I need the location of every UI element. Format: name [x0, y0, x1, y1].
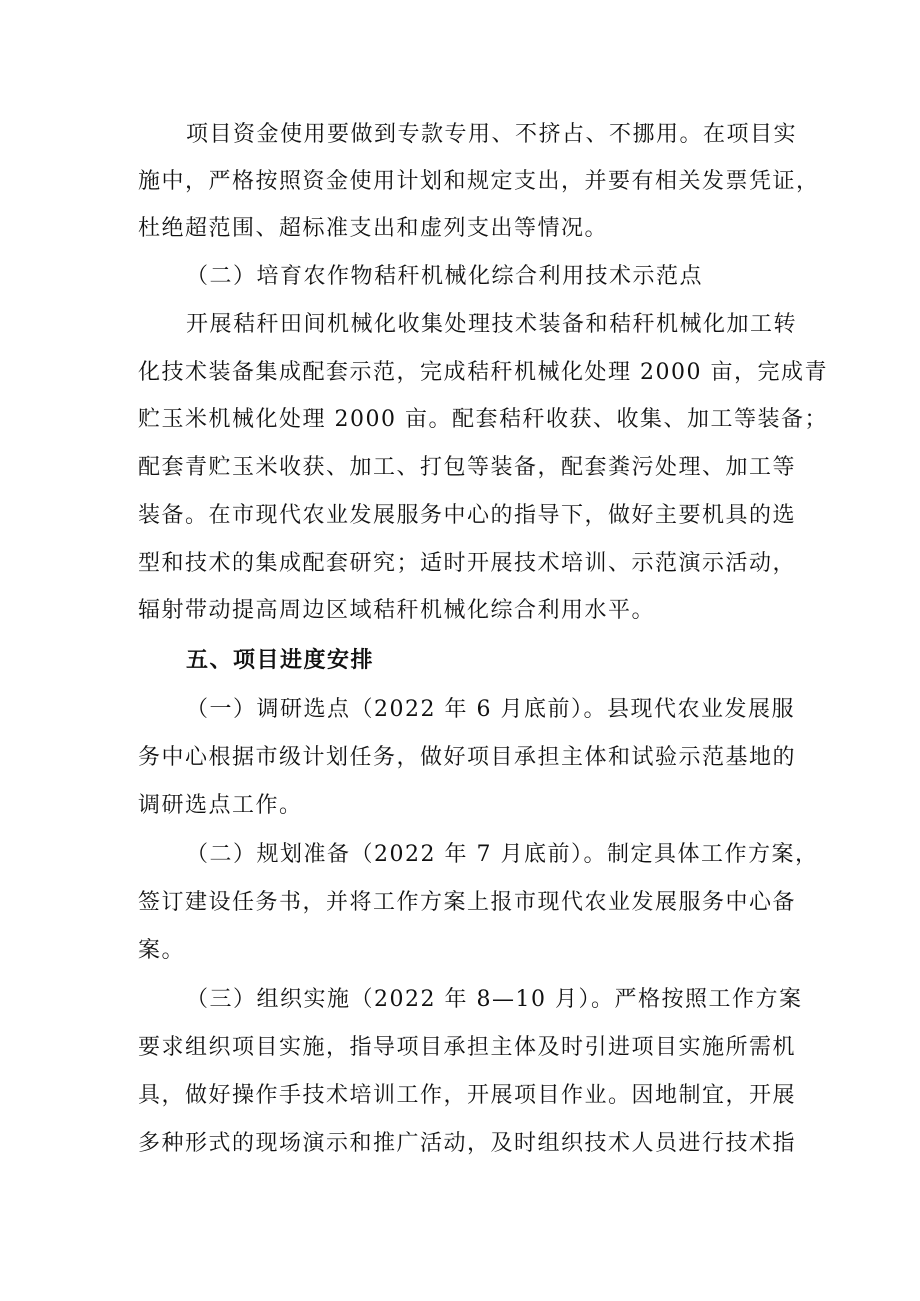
paragraph-line: 多种形式的现场演示和推广活动，及时组织技术人员进行技术指: [138, 1131, 797, 1156]
paragraph-line: 化技术装备集成配套示范，完成秸秆机械化处理 2000 亩，完成青: [138, 360, 828, 385]
paragraph-line: 杜绝超范围、超标准支出和虚列支出等情况。: [138, 216, 609, 241]
paragraph-line: 案。: [138, 938, 186, 963]
paragraph-line: 装备。在市现代农业发展服务中心的指导下，做好主要机具的选: [138, 503, 797, 528]
paragraph-line: 要求组织项目实施，指导项目承担主体及时引进项目实施所需机: [138, 1035, 797, 1060]
section-heading: 五、项目进度安排: [186, 648, 375, 673]
paragraph-line: （二）规划准备（2022 年 7 月底前）。制定具体工作方案，: [186, 842, 819, 867]
paragraph-line: 贮玉米机械化处理 2000 亩。配套秸秆收获、收集、加工等装备；: [138, 407, 828, 432]
paragraph-line: 签订建设任务书，并将工作方案上报市现代农业发展服务中心备: [138, 890, 797, 915]
paragraph-line: （一）调研选点（2022 年 6 月底前）。县现代农业发展服: [186, 697, 795, 722]
paragraph-line: 辐射带动提高周边区域秸秆机械化综合利用水平。: [138, 598, 656, 623]
paragraph-line: 开展秸秆田间机械化收集处理技术装备和秸秆机械化加工转: [186, 312, 798, 337]
paragraph-line: 具，做好操作手技术培训工作，开展项目作业。因地制宜，开展: [138, 1083, 797, 1108]
subsection-heading: （二）培育农作物秸秆机械化综合利用技术示范点: [186, 264, 704, 289]
paragraph-line: 调研选点工作。: [138, 793, 303, 818]
paragraph-line: 务中心根据市级计划任务，做好项目承担主体和试验示范基地的: [138, 745, 797, 770]
paragraph-line: （三）组织实施（2022 年 8—10 月）。严格按照工作方案: [186, 987, 803, 1012]
paragraph-line: 项目资金使用要做到专款专用、不挤占、不挪用。在项目实: [186, 122, 798, 147]
paragraph-line: 配套青贮玉米收获、加工、打包等装备，配套粪污处理、加工等: [138, 455, 797, 480]
paragraph-line: 施中，严格按照资金使用计划和规定支出，并要有相关发票凭证，: [138, 169, 820, 194]
paragraph-line: 型和技术的集成配套研究；适时开展技术培训、示范演示活动，: [138, 551, 797, 576]
